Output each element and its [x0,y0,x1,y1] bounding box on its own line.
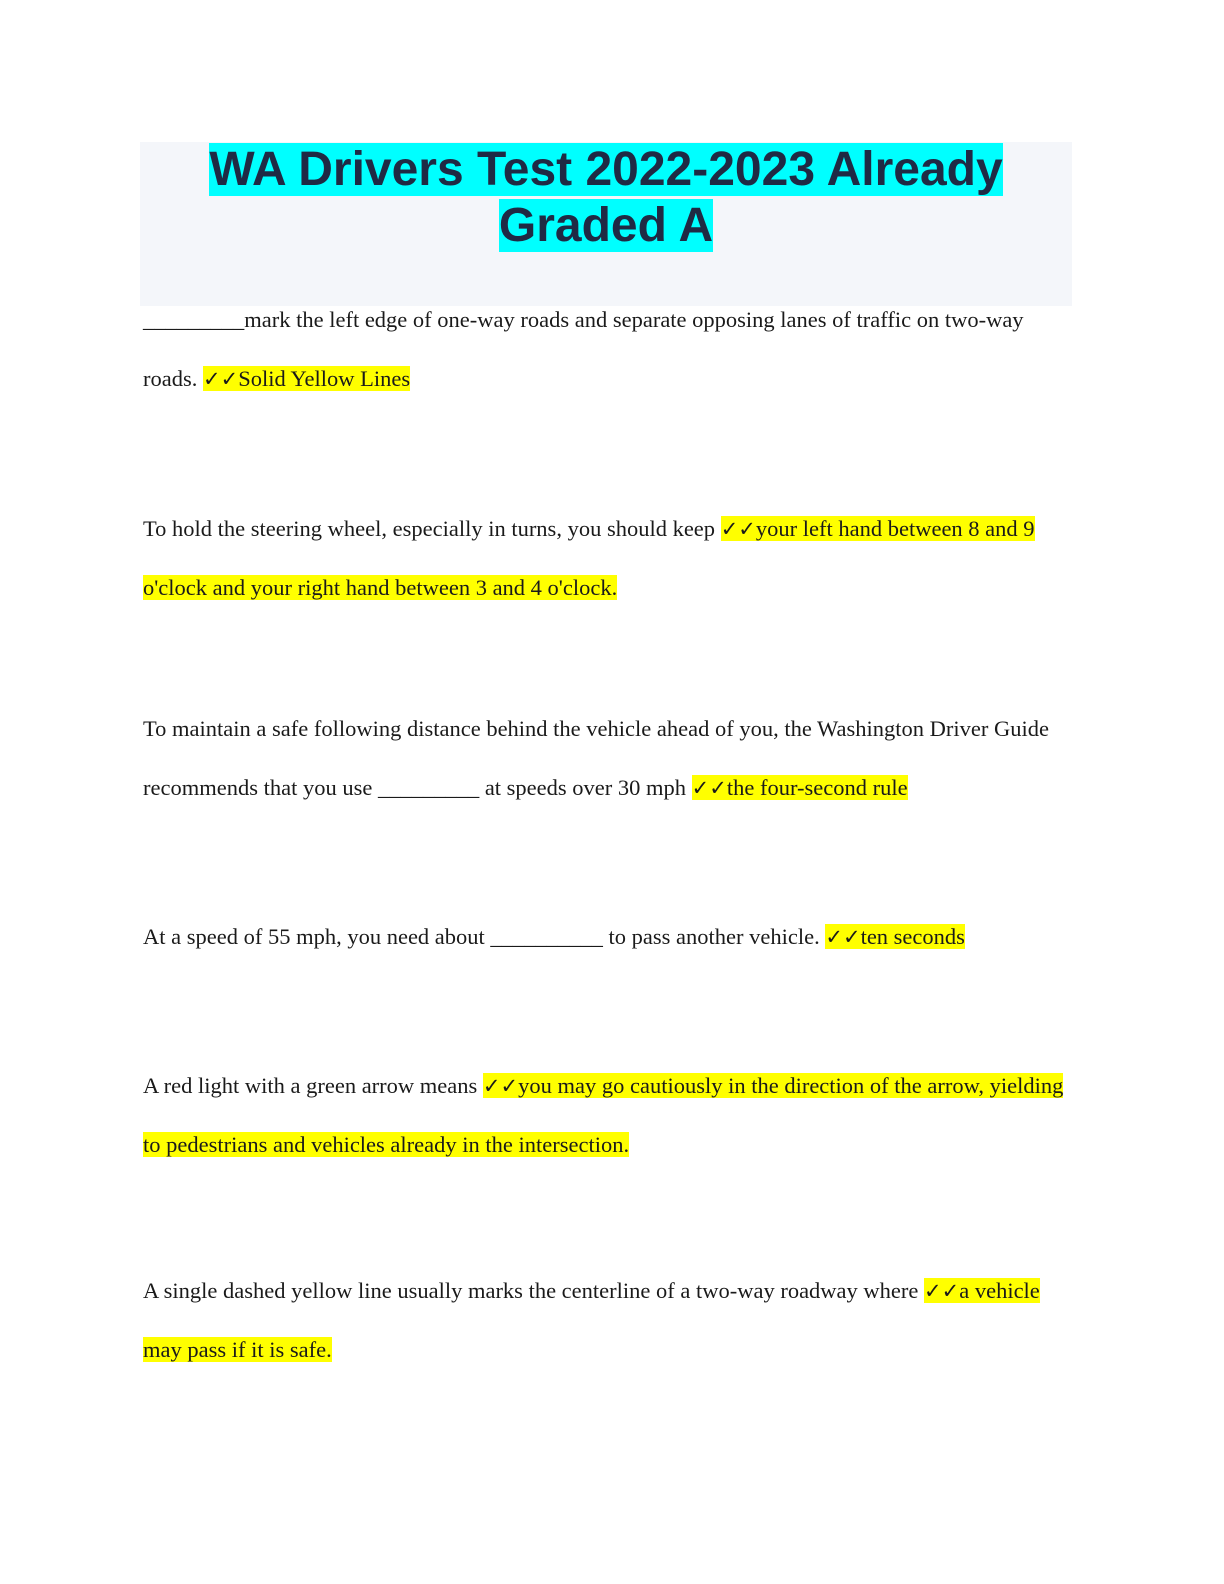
answer-text: you may go cautiously in the direction of the arrow, yielding to pedestrians and vehicles already in the intersection. [143,1073,1064,1157]
answer-highlight [825,924,965,949]
answer-text: Solid Yellow Lines [238,365,411,391]
answer-highlight [203,366,410,391]
question-item-3 [143,700,1075,817]
page-title [140,142,1072,254]
question-text: A single dashed yellow line usually marks the centerline of a two-way roadway where [143,1278,919,1303]
question-text: At a speed of 55 mph, you need about __________ to pass another vehicle. [143,924,820,949]
answer-text: ten seconds [860,924,965,949]
question-item-2 [143,500,1075,617]
title-banner [140,142,1072,306]
double-check-icon: ✓✓ [720,517,756,541]
question-item-6 [143,1262,1075,1379]
question-text: To maintain a safe following distance behind the vehicle ahead of you, the Washington Driver Guide recommends that you use _________ at speeds over 30 mph [143,716,1049,800]
answer-text: your left hand between 8 and 9 o'clock and your right hand between 3 and 4 o'clock. [143,516,1035,600]
question-item-1 [143,291,1075,408]
question-text: _________mark the left edge of one-way roads and separate opposing lanes of traffic on two-way roads. [143,307,1024,391]
question-text: To hold the steering wheel, especially in turns, you should keep [143,516,716,541]
double-check-icon: ✓✓ [924,1279,960,1303]
question-item-5 [143,1057,1075,1174]
question-text: A red light with a green arrow means [143,1073,478,1098]
question-item-4 [143,908,1075,967]
page-title-text: WA Drivers Test 2022-2023 Already Graded A [209,143,1003,252]
double-check-icon: ✓✓ [691,775,727,800]
answer-highlight [692,775,908,800]
double-check-icon: ✓✓ [482,1074,519,1098]
double-check-icon: ✓✓ [825,925,861,949]
answer-text: the four-second rule [726,774,908,800]
double-check-icon: ✓✓ [203,366,239,391]
answer-text: a vehicle may pass if it is safe. [143,1278,1040,1362]
